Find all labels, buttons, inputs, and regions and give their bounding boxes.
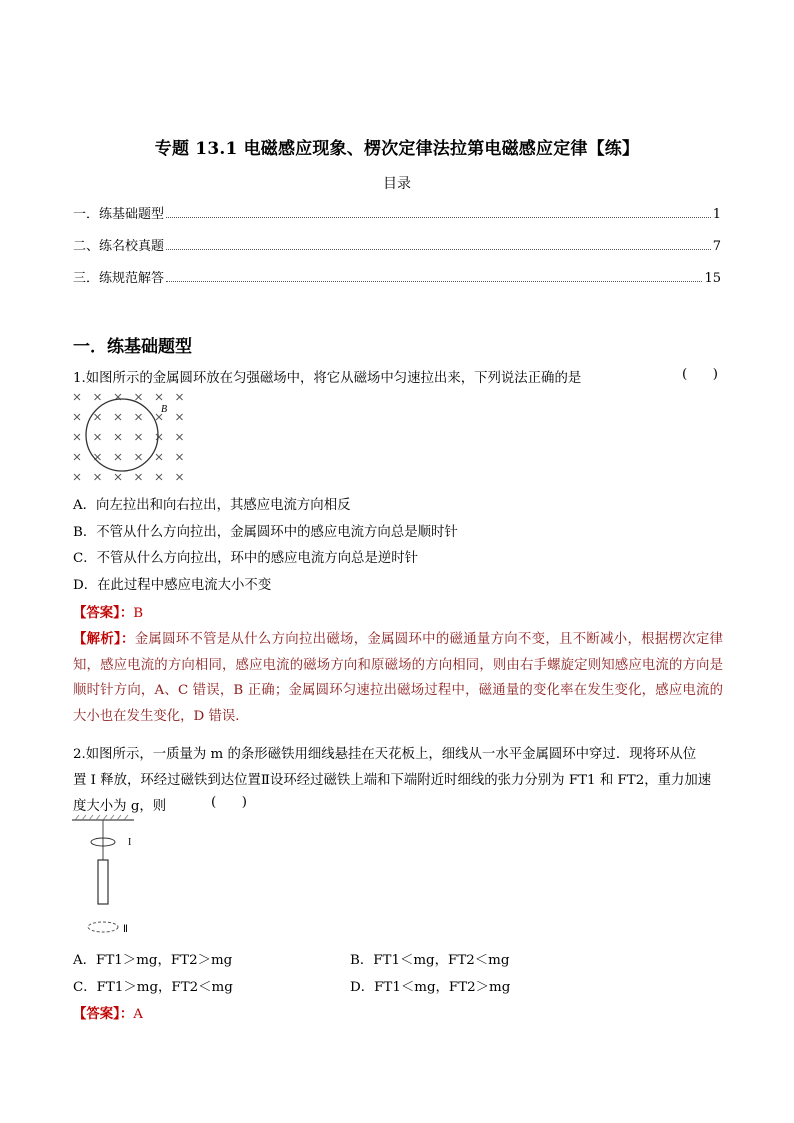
toc-heading: 目录	[383, 176, 411, 192]
bar-magnet	[98, 860, 108, 904]
toc-item[interactable]	[73, 204, 721, 222]
question-2-stem-line: 置 I 释放，环经过磁铁到达位置Ⅱ设环经过磁铁上端和下端附近时细线的张力分别为 FT1 和 FT2，重力加速	[73, 773, 712, 788]
toc-leader	[166, 249, 711, 250]
toc-item-label: 一．练基础题型	[73, 207, 165, 222]
answer-value: B	[133, 606, 144, 621]
question-2-answer-blank: ( )	[211, 795, 247, 810]
answer-label: 【答案】：	[73, 605, 134, 621]
section-heading: 一．练基础题型	[73, 337, 192, 357]
page-title: 专题 13.1 电磁感应现象、楞次定律法拉第电磁感应定律【练】	[154, 139, 640, 159]
toc-item-label: 二、练名校真题	[73, 239, 165, 254]
toc-item-label: 三．练规范解答	[73, 271, 165, 286]
magnetic-field-ring-figure	[70, 390, 190, 486]
explanation-label: 【解析】：	[73, 631, 135, 647]
toc-leader	[166, 281, 702, 282]
question-1-stem: 1.如图所示的金属圆环放在匀强磁场中，将它从磁场中匀速拉出来，下列说法正确的是	[73, 371, 582, 386]
ring-position-2	[88, 922, 118, 932]
position-label-1: I	[128, 837, 132, 848]
answer-label: 【答案】：	[73, 1006, 134, 1022]
field-label: B	[161, 404, 168, 415]
toc-leader	[166, 217, 711, 218]
question-2-option[interactable]: D．FT1＜mg，FT2＞mg	[350, 980, 511, 995]
question-2-stem-line: 度大小为 g，则	[73, 799, 167, 814]
question-2-option[interactable]: B．FT1＜mg，FT2＜mg	[350, 953, 510, 968]
toc-item-page: 15	[704, 271, 721, 286]
ceiling-hatch	[75, 815, 128, 820]
toc-item[interactable]	[73, 236, 721, 254]
metal-ring	[86, 399, 158, 471]
position-label-2: Ⅱ	[123, 924, 128, 935]
question-2-option[interactable]: C．FT1＞mg，FT2＜mg	[73, 980, 233, 995]
question-1-explanation	[73, 627, 723, 729]
question-1-option[interactable]: C．不管从什么方向拉出，环中的感应电流方向总是逆时针	[73, 551, 419, 566]
question-1-option[interactable]: A．向左拉出和向右拉出，其感应电流方向相反	[73, 498, 351, 513]
question-2-answer	[73, 1003, 143, 1022]
explanation-text: 金属圆环不管是从什么方向拉出磁场，金属圆环中的磁通量方向不变，且不断减小，根据楞次定律知，感应电流的方向相同，感应电流的磁场方向和原磁场的方向相同，则由右手螺旋定则知感应电流的方向是顺时针方向，A、C 错误，B 正确；金属圆环匀速拉出磁场过程中，磁通量的变化率在发生变化，感应电流的大小也在发生变化，D 错误．	[73, 632, 723, 724]
question-1-answer	[73, 602, 143, 621]
hanging-magnet-figure	[72, 815, 162, 941]
question-1-option[interactable]: B．不管从什么方向拉出，金属圆环中的感应电流方向总是顺时针	[73, 525, 458, 540]
question-2-option[interactable]: A．FT1＞mg，FT2＞mg	[73, 953, 233, 968]
question-2-stem-line: 2.如图所示，一质量为 m 的条形磁铁用细线悬挂在天花板上，细线从一水平金属圆环中穿过．现将环从位	[73, 747, 697, 762]
toc-item-page: 7	[712, 239, 721, 254]
question-1-answer-blank: ( )	[682, 367, 718, 382]
toc-item-page: 1	[712, 207, 721, 222]
question-1-option[interactable]: D．在此过程中感应电流大小不变	[73, 578, 272, 593]
answer-value: A	[133, 1007, 143, 1022]
toc-item[interactable]	[73, 268, 721, 286]
